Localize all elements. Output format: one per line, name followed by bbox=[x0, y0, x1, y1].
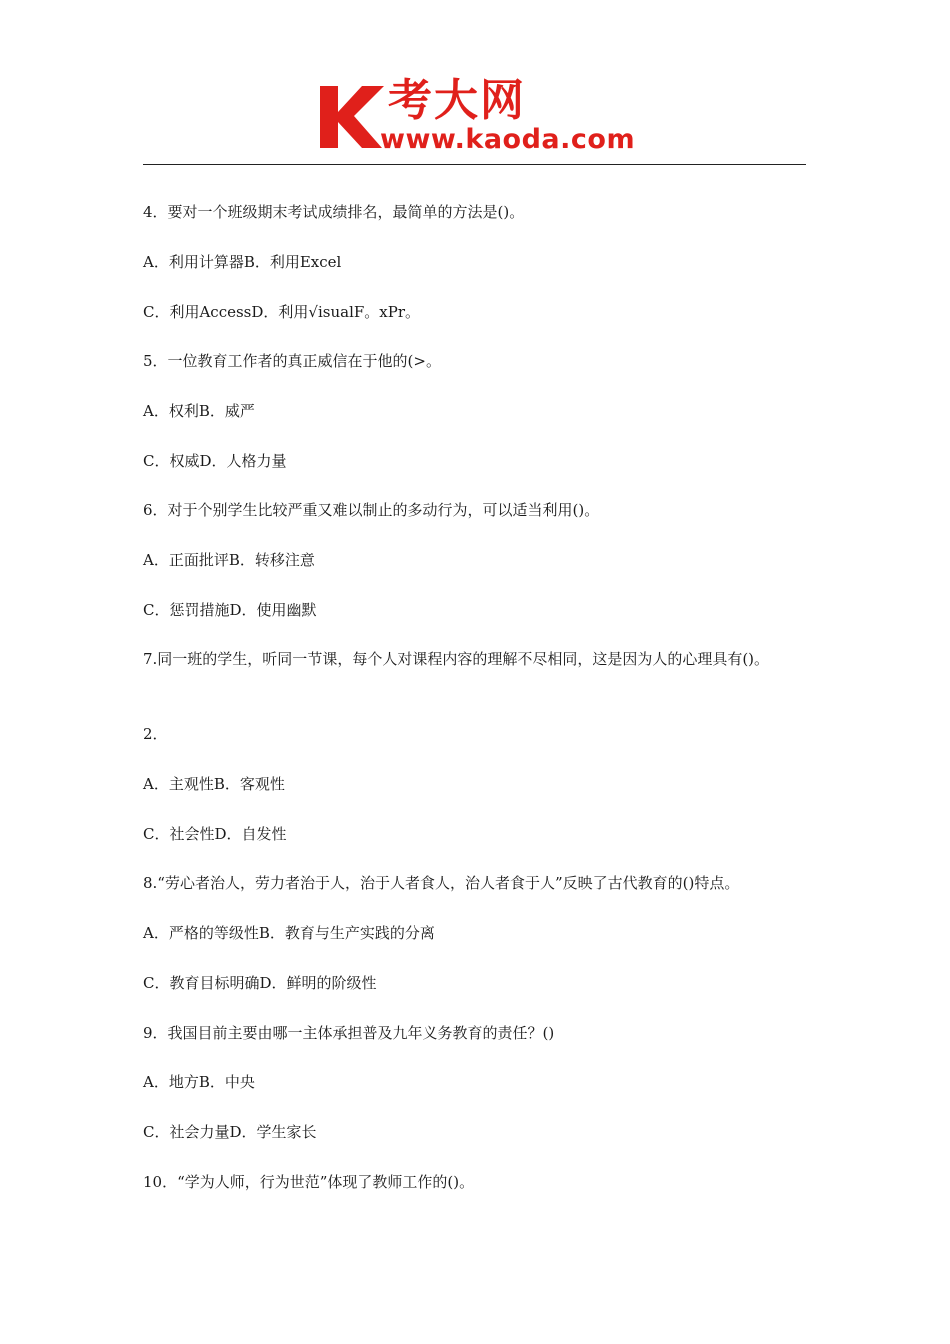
question-5-options-ab: A．权利B．威严 bbox=[143, 402, 255, 420]
question-8-options-cd: C．教育目标明确D．鲜明的阶级性 bbox=[143, 974, 377, 992]
question-5: 5．一位教育工作者的真正威信在于他的(>。 bbox=[143, 352, 441, 370]
question-6: 6．对于个别学生比较严重又难以制止的多动行为，可以适当利用()。 bbox=[143, 501, 600, 519]
question-4: 4．要对一个班级期末考试成绩排名，最简单的方法是()。 bbox=[143, 203, 525, 221]
question-8-options-ab: A．严格的等级性B．教育与生产实践的分离 bbox=[143, 924, 435, 942]
question-6-options-cd: C．惩罚措施D．使用幽默 bbox=[143, 601, 317, 619]
question-6-options-ab: A．正面批评B．转移注意 bbox=[143, 551, 315, 569]
question-7-sub: 2． bbox=[143, 725, 168, 743]
question-4-options-ab: A．利用计算器B．利用Excel bbox=[143, 253, 342, 271]
header-divider bbox=[143, 164, 806, 165]
question-5-options-cd: C．权威D．人格力量 bbox=[143, 452, 287, 470]
question-8: 8.“劳心者治人，劳力者治于人，治于人者食人，治人者食于人”反映了古代教育的()特点。 bbox=[143, 874, 740, 892]
question-9-options-ab: A．地方B．中央 bbox=[143, 1073, 255, 1091]
question-9-options-cd: C．社会力量D．学生家长 bbox=[143, 1123, 317, 1141]
question-7-options-ab: A．主观性B．客观性 bbox=[143, 775, 285, 793]
question-10: 10．“学为人师，行为世范”体现了教师工作的()。 bbox=[143, 1173, 475, 1191]
logo-url-text: www.kaoda.com bbox=[380, 124, 636, 155]
question-9: 9．我国目前主要由哪一主体承担普及九年义务教育的责任？() bbox=[143, 1024, 555, 1042]
question-7: 7.同一班的学生，听同一节课，每个人对课程内容的理解不尽相同，这是因为人的心理具有()。 bbox=[143, 650, 770, 668]
logo-chinese-name: 考大网 bbox=[388, 75, 526, 126]
page-header bbox=[0, 0, 950, 170]
question-4-options-cd: C．利用AccessD．利用√isualF。xPr。 bbox=[143, 303, 420, 321]
kaoda-logo bbox=[318, 75, 638, 160]
question-7-options-cd: C．社会性D．自发性 bbox=[143, 825, 287, 843]
